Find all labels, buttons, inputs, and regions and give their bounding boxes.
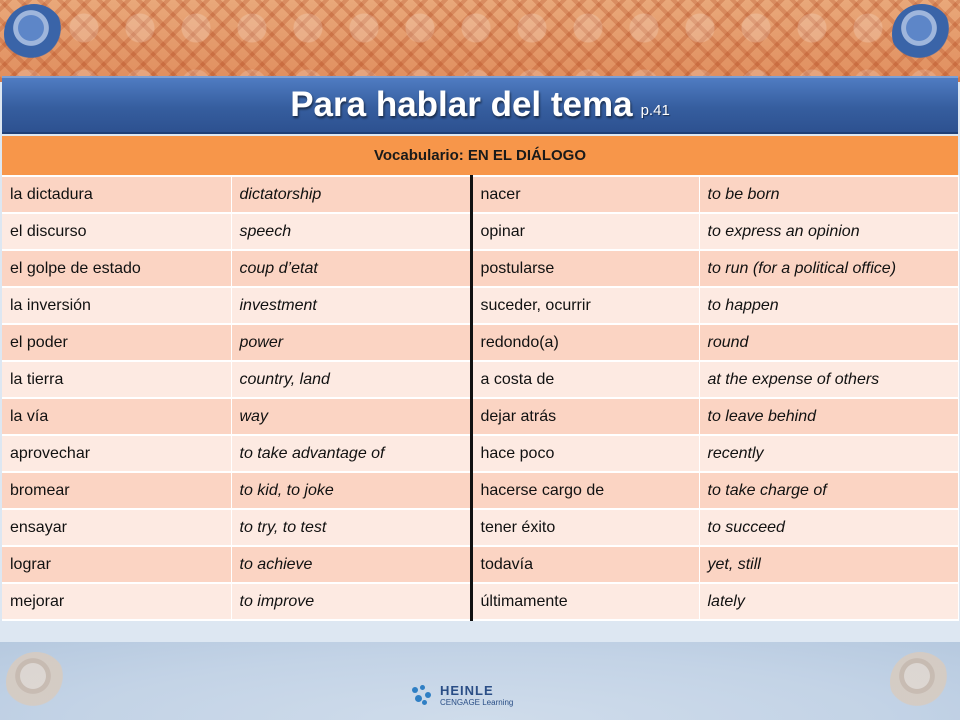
table-row xyxy=(2,398,958,435)
spanish-term-cell: ensayar xyxy=(2,509,231,546)
spanish-term-cell: el golpe de estado xyxy=(2,250,231,287)
spanish-term-cell: suceder, ocurrir xyxy=(471,287,699,324)
seal-logo-icon xyxy=(4,4,64,64)
spanish-term-cell: la vía xyxy=(2,398,231,435)
spanish-term-cell: postularse xyxy=(471,250,699,287)
english-translation-cell: to succeed xyxy=(699,509,958,546)
english-translation-cell: at the expense of others xyxy=(699,361,958,398)
spanish-term-cell: mejorar xyxy=(2,583,231,620)
table-body xyxy=(2,176,958,620)
vocabulary-table xyxy=(2,136,959,621)
english-translation-cell: country, land xyxy=(231,361,471,398)
spanish-term-cell: hacerse cargo de xyxy=(471,472,699,509)
english-translation-cell: investment xyxy=(231,287,471,324)
english-translation-cell: to run (for a political office) xyxy=(699,250,958,287)
table-row xyxy=(2,287,958,324)
english-translation-cell: to kid, to joke xyxy=(231,472,471,509)
spanish-term-cell: la dictadura xyxy=(2,176,231,213)
table-row xyxy=(2,250,958,287)
english-translation-cell: to express an opinion xyxy=(699,213,958,250)
spanish-term-cell: a costa de xyxy=(471,361,699,398)
english-translation-cell: to achieve xyxy=(231,546,471,583)
spanish-term-cell: lograr xyxy=(2,546,231,583)
page-reference: p.41 xyxy=(640,101,670,119)
english-translation-cell: to take advantage of xyxy=(231,435,471,472)
spanish-term-cell: opinar xyxy=(471,213,699,250)
spanish-term-cell: aprovechar xyxy=(2,435,231,472)
seal-logo-icon xyxy=(892,4,952,64)
table-row xyxy=(2,435,958,472)
table-row xyxy=(2,546,958,583)
table-row xyxy=(2,213,958,250)
spanish-term-cell: todavía xyxy=(471,546,699,583)
spanish-term-cell: el poder xyxy=(2,324,231,361)
english-translation-cell: way xyxy=(231,398,471,435)
table-header-label: Vocabulario: xyxy=(374,147,464,164)
heinle-logo-icon xyxy=(412,685,434,707)
english-translation-cell: power xyxy=(231,324,471,361)
spanish-term-cell: dejar atrás xyxy=(471,398,699,435)
table-header-topic: EN EL DIÁLOGO xyxy=(467,147,586,164)
title-bar xyxy=(2,76,958,134)
table-row xyxy=(2,509,958,546)
table-header-row xyxy=(2,136,958,176)
decorative-bottom-band xyxy=(0,642,960,720)
spanish-term-cell: hace poco xyxy=(471,435,699,472)
spanish-term-cell: tener éxito xyxy=(471,509,699,546)
english-translation-cell: yet, still xyxy=(699,546,958,583)
english-translation-cell: speech xyxy=(231,213,471,250)
table-row xyxy=(2,472,958,509)
english-translation-cell: to happen xyxy=(699,287,958,324)
table-row xyxy=(2,324,958,361)
english-translation-cell: round xyxy=(699,324,958,361)
publisher-name: HEINLE xyxy=(440,683,494,698)
seal-logo-icon xyxy=(890,652,950,712)
english-translation-cell: to take charge of xyxy=(699,472,958,509)
table-row xyxy=(2,361,958,398)
spanish-term-cell: la inversión xyxy=(2,287,231,324)
page-title: Para hablar del tema xyxy=(290,85,633,124)
spanish-term-cell: nacer xyxy=(471,176,699,213)
spanish-term-cell: la tierra xyxy=(2,361,231,398)
english-translation-cell: lately xyxy=(699,583,958,620)
english-translation-cell: dictatorship xyxy=(231,176,471,213)
table-header xyxy=(2,136,958,176)
spanish-term-cell: últimamente xyxy=(471,583,699,620)
table-row xyxy=(2,176,958,213)
publisher-subtitle: CENGAGE Learning xyxy=(440,698,514,707)
seal-logo-icon xyxy=(6,652,66,712)
spanish-term-cell: bromear xyxy=(2,472,231,509)
spanish-term-cell: redondo(a) xyxy=(471,324,699,361)
table-row xyxy=(2,583,958,620)
english-translation-cell: to try, to test xyxy=(231,509,471,546)
english-translation-cell: recently xyxy=(699,435,958,472)
english-translation-cell: coup d’etat xyxy=(231,250,471,287)
spanish-term-cell: el discurso xyxy=(2,213,231,250)
publisher-logo xyxy=(412,684,513,707)
decorative-top-band xyxy=(0,0,960,82)
english-translation-cell: to be born xyxy=(699,176,958,213)
english-translation-cell: to leave behind xyxy=(699,398,958,435)
english-translation-cell: to improve xyxy=(231,583,471,620)
